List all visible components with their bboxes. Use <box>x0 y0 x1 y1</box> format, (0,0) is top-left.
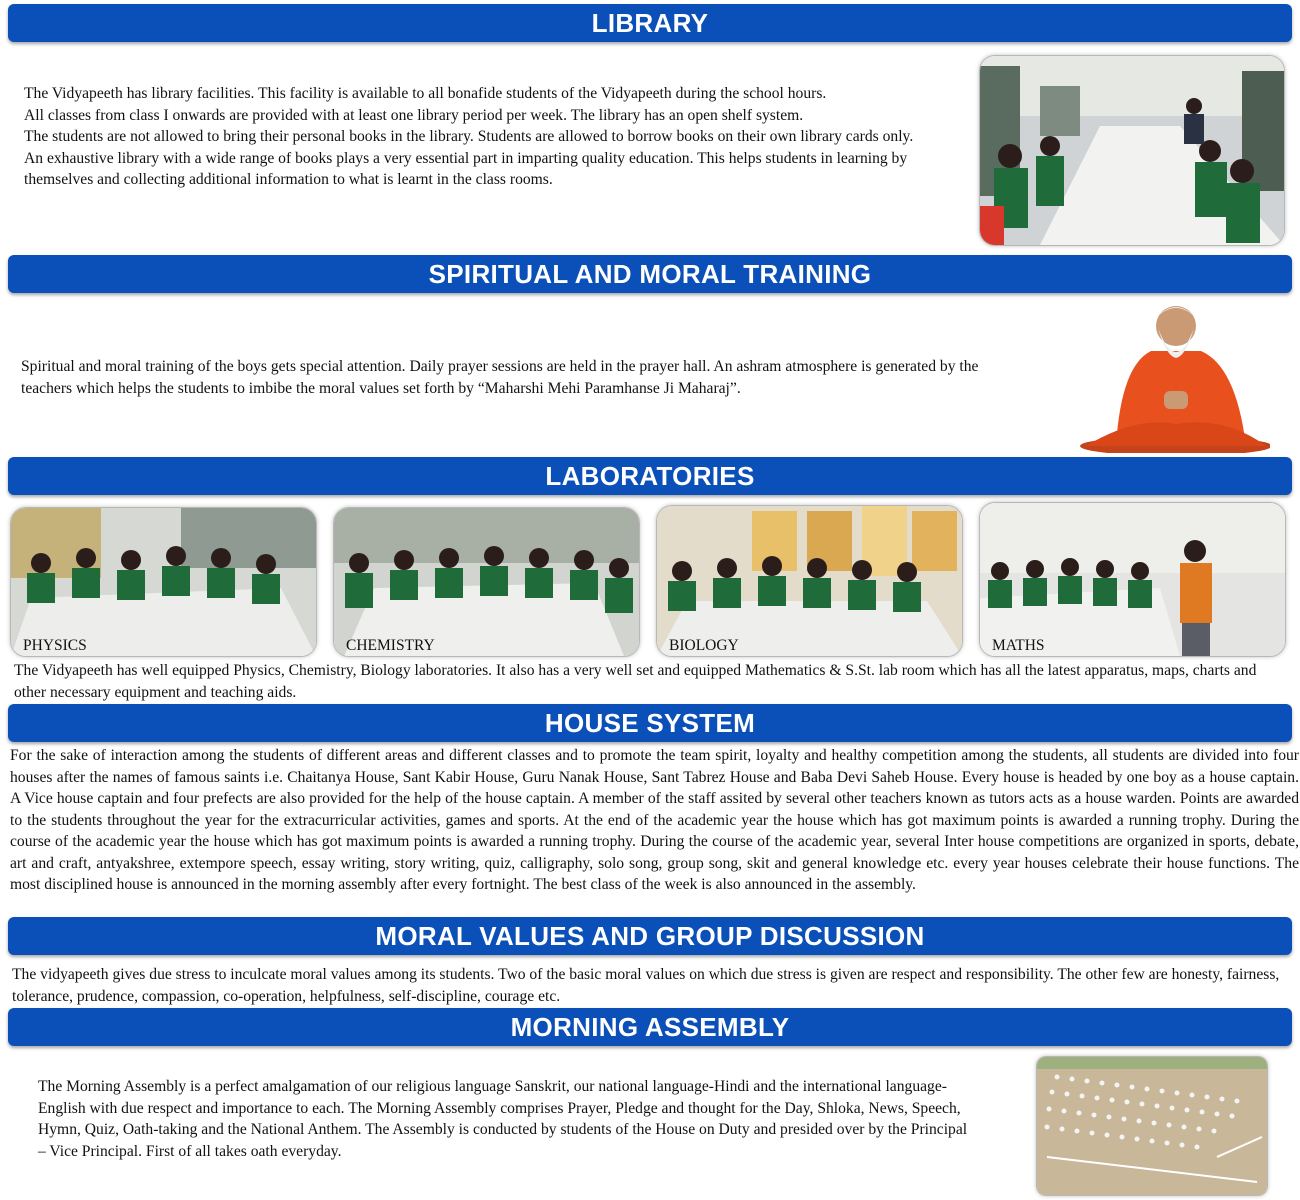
assembly-photo <box>1036 1056 1268 1196</box>
house-system-text: For the sake of interaction among the students of different areas and different classes and to promote the team spirit, loyalty and healthy competition among the students, all students are divided into four houses after the names of famous saints i.e. Chaitanya House, Sant Kabir House, Guru Nanak House, Sant Tabrez House and Baba Devi Saheb House. Every house is headed by one boy as a house captain. A Vice house captain and four prefects are also provided for the help of the house captain. A member of the staff assited by several other teachers known as tutors acts as a house warden. Points are awarded to the students throughout the year for the extracurricular activities, games and sports. At the end of the academic year the house which has got maximum points is awarded a running trophy. During the course of the academic year the house which has got maximum points is awarded a running trophy. During the course of the academic year, several Inter house competitions are organized in sports, debate, art and craft, antyakshree, extempore speech, essay writing, story writing, quiz, calligraphy, solo song, group song, skit and general knowledge etc. every year houses celebrate their house functions. The most disciplined house is announced in the morning assembly after every fortnight. The best class of the week is also announced in the assembly. <box>10 747 1299 893</box>
lab-label-biology: BIOLOGY <box>669 637 739 654</box>
laboratories-heading: LABORATORIES <box>8 457 1292 495</box>
house-system-heading: HOUSE SYSTEM <box>8 704 1292 742</box>
library-text <box>24 83 969 191</box>
moral-values-text: The vidyapeeth gives due stress to inculcate moral values among its students. Two of the basic moral values on which due stress is given are respect and responsibility. The other few are honesty, fairness, tolerance, prudence, compassion, co-operation, helpfulness, self-discipline, courage etc. <box>12 966 1280 1005</box>
library-paragraph: All classes from class I onwards are provided with at least one library period per week. The library has an open shelf system. <box>24 106 804 124</box>
spiritual-heading: SPIRITUAL AND MORAL TRAINING <box>8 255 1292 293</box>
library-paragraph: An exhaustive library with a wide range of books plays a very essential part in imparting quality education. This helps students in learning by themselves and collecting additional information to what is learnt in the class rooms. <box>24 149 908 188</box>
lab-photo-chemistry <box>333 507 640 657</box>
lab-label-chemistry: CHEMISTRY <box>346 637 435 654</box>
library-heading: LIBRARY <box>8 4 1292 42</box>
laboratories-text: The Vidyapeeth has well equipped Physics, Chemistry, Biology laboratories. It also has a very well set and equipped Mathematics & S.St. lab room which has all the latest apparatus, maps, charts and other necessary equipment and teaching aids. <box>14 662 1257 701</box>
lab-label-physics: PHYSICS <box>23 637 87 654</box>
lab-photo-maths <box>979 502 1286 657</box>
morning-assembly-heading: MORNING ASSEMBLY <box>8 1008 1292 1046</box>
library-paragraph: The Vidyapeeth has library facilities. This facility is available to all bonafide students of the Vidyapeeth during the school hours. <box>24 85 827 102</box>
lab-photo-biology <box>656 505 963 657</box>
library-paragraph: The students are not allowed to bring their personal books in the library. Students are allowed to borrow books on their own library cards only. <box>24 128 914 145</box>
library-photo <box>979 55 1285 246</box>
morning-assembly-text: The Morning Assembly is a perfect amalgamation of our religious language Sanskrit, our national language-Hindi and the international language- English with due respect and importance to each. The Morning Assembly comprises Prayer, Pledge and thought for the Day, Shloka, News, Speech, Hymn, Quiz, Oath-taking and the National Anthem. The Assembly is conducted by students of the House on Duty and presided over by the Principal – Vice Principal. First of all takes oath everyday. <box>38 1078 968 1160</box>
saint-photo <box>1076 296 1270 453</box>
spiritual-text: Spiritual and moral training of the boys gets special attention. Daily prayer sessions are held in the prayer hall. An ashram atmosphere is generated by the teachers which helps the students to imbibe the moral values set forth by “Maharshi Mehi Paramhanse Ji Maharaj”. <box>21 358 979 397</box>
lab-label-maths: MATHS <box>992 637 1045 654</box>
lab-photo-physics <box>10 507 317 657</box>
moral-values-heading: MORAL VALUES AND GROUP DISCUSSION <box>8 917 1292 955</box>
